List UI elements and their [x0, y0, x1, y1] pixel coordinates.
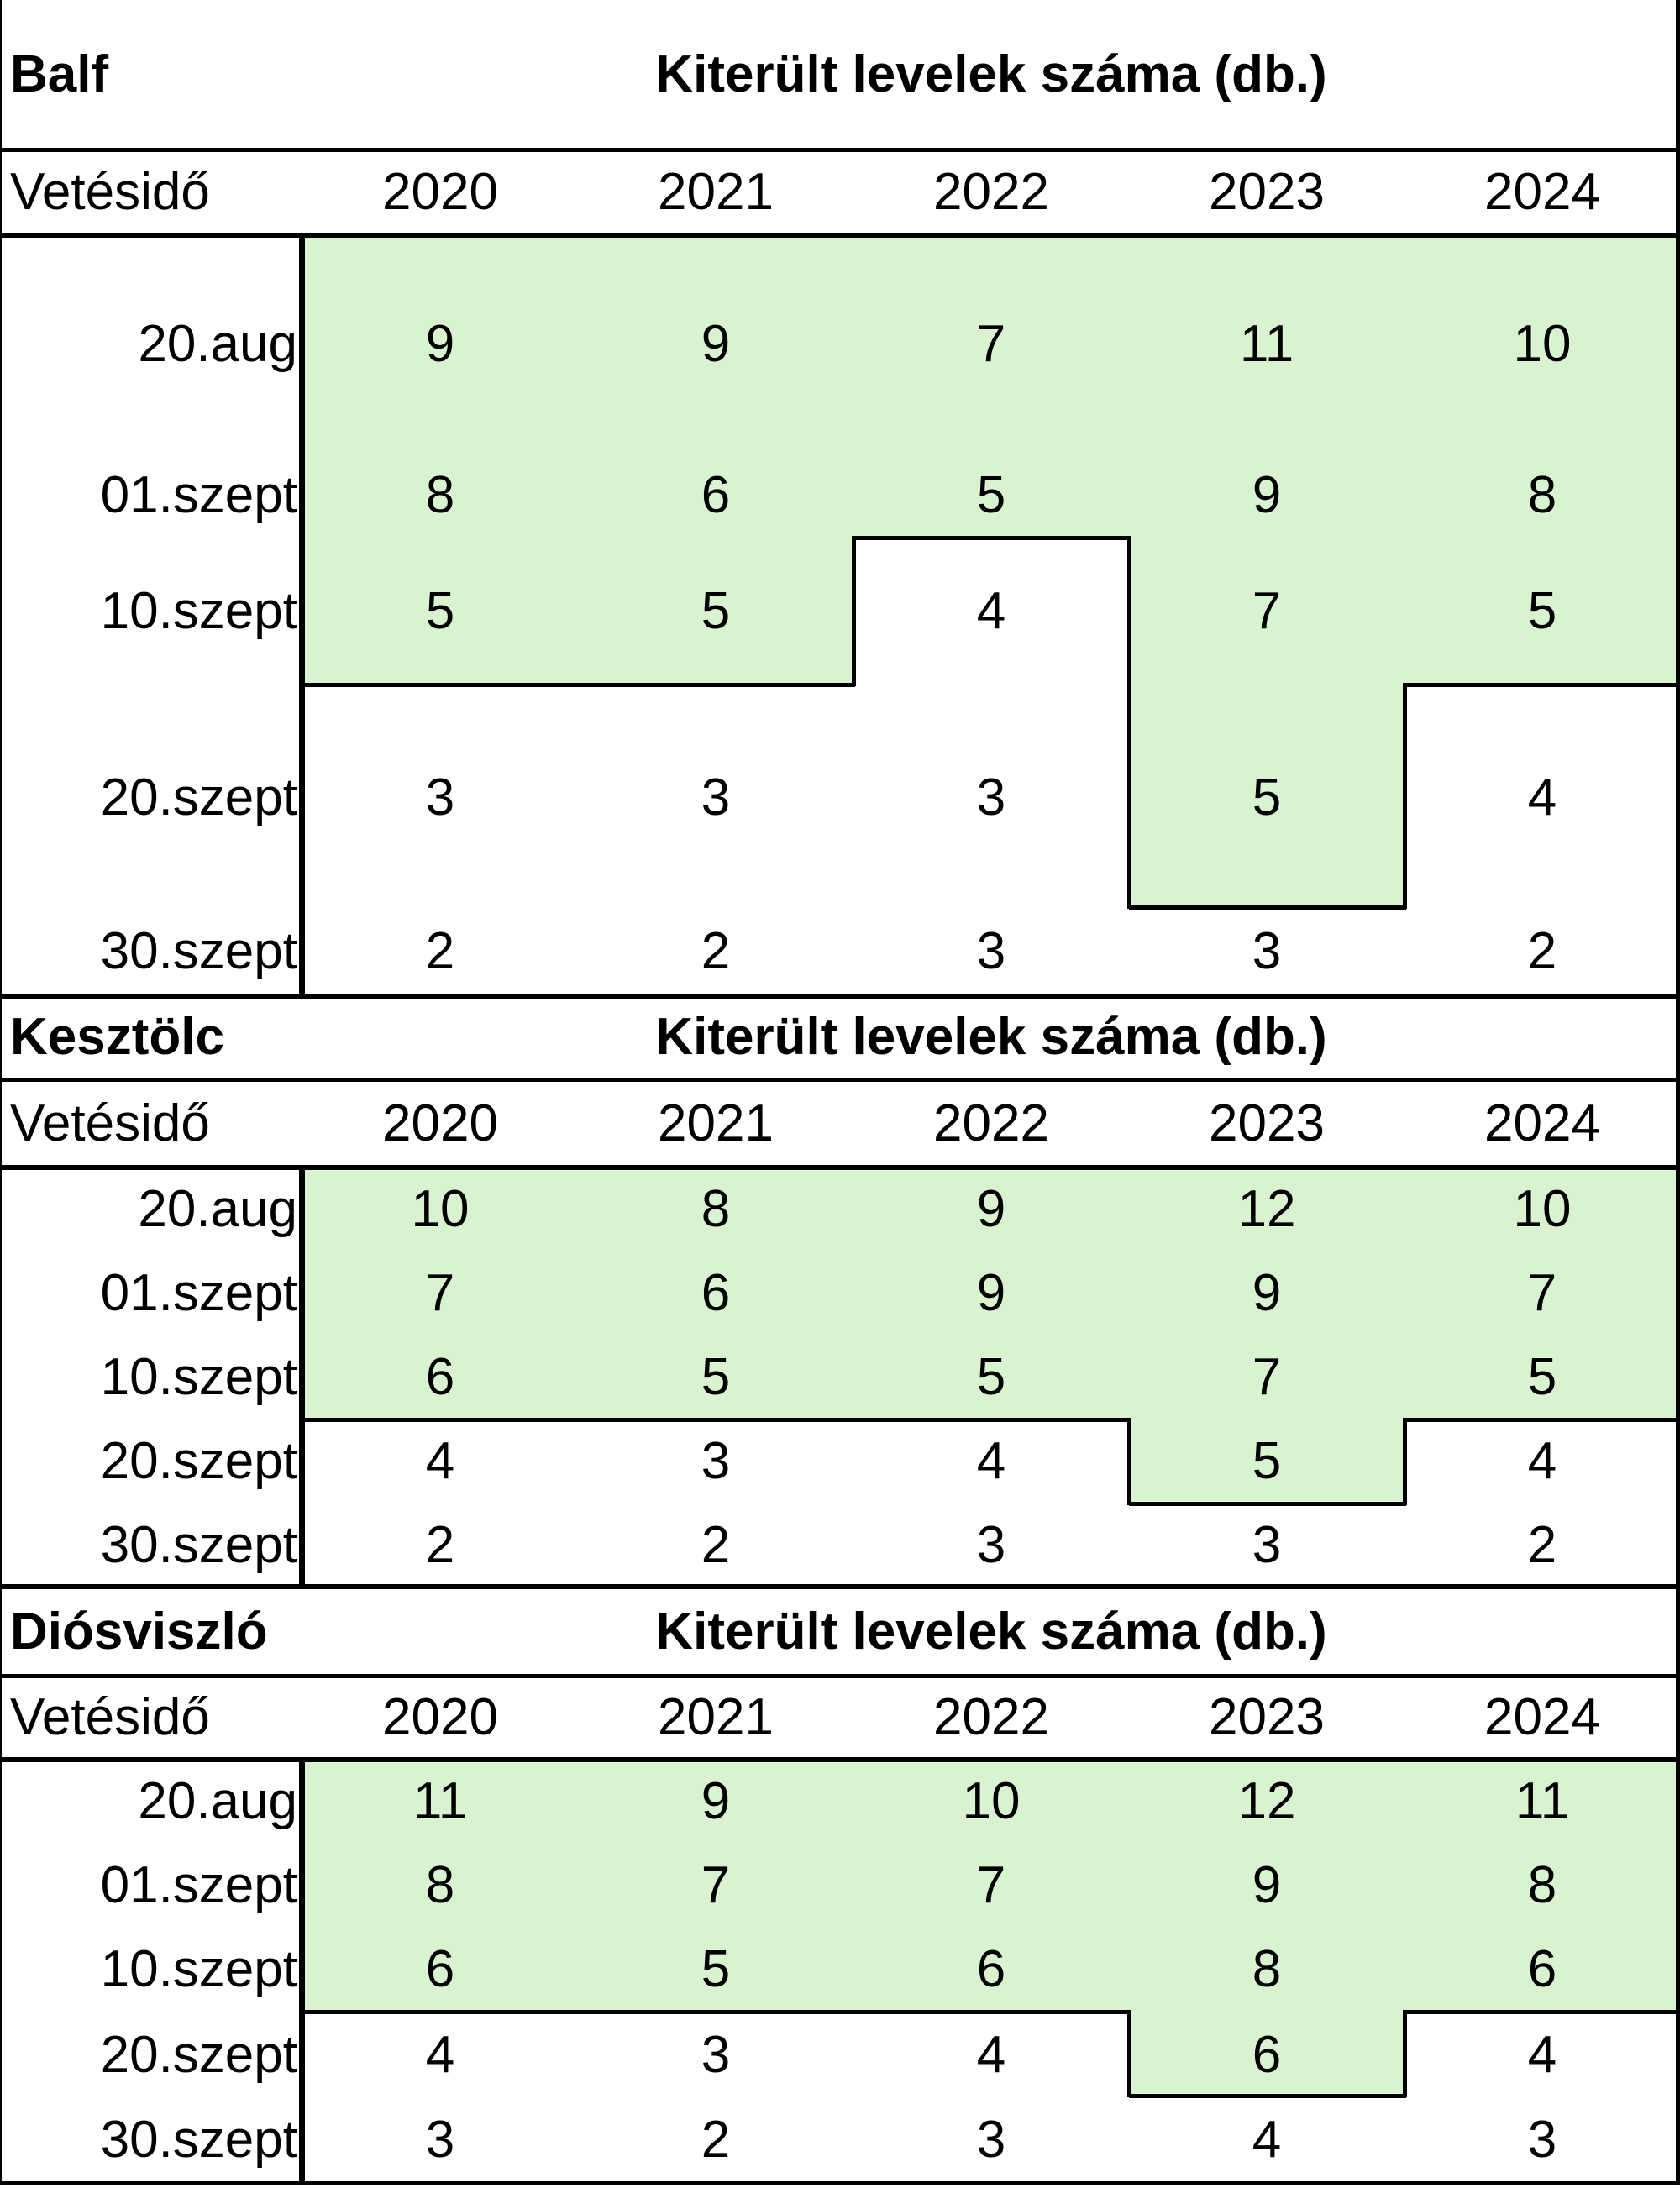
- border-line: [1127, 536, 1131, 909]
- table-cell-value: 2: [701, 2111, 731, 2169]
- border-line: [1403, 683, 1407, 909]
- border-line: [0, 0, 2, 2184]
- location-name: Diósviszló: [10, 1602, 268, 1661]
- border-line: [299, 1167, 305, 1587]
- table-cell-value: 2: [1527, 922, 1557, 980]
- table-cell-value: 7: [701, 1856, 731, 1914]
- year-header: 2023: [1209, 163, 1325, 221]
- table-cell-value: 3: [976, 769, 1006, 826]
- border-line: [0, 1165, 1680, 1170]
- border-line: [578, 2010, 855, 2014]
- border-line: [0, 994, 1680, 999]
- border-line: [1129, 905, 1406, 910]
- section-title: Kiterült levelek száma (db.): [655, 45, 1327, 103]
- sowing-date: 20.aug: [138, 315, 297, 373]
- year-header: 2024: [1484, 1688, 1600, 1746]
- table-cell-value: 3: [1527, 2111, 1557, 2169]
- sowing-date: 01.szept: [100, 1856, 297, 1914]
- table-cell-value: 10: [411, 1180, 470, 1238]
- table-cell-value: 7: [1527, 1264, 1557, 1322]
- border-line: [0, 2181, 1680, 2185]
- sowing-date: 20.szept: [100, 2026, 297, 2084]
- table-cell-value: 4: [1527, 1432, 1557, 1490]
- table-cell-value: 11: [1239, 315, 1294, 373]
- table-cell-value: 6: [425, 1348, 455, 1406]
- table-cell-value: 12: [1237, 1180, 1296, 1238]
- sowing-date: 30.szept: [100, 2111, 297, 2169]
- table-cell-value: 8: [1527, 466, 1557, 524]
- border-line: [853, 2010, 1131, 2014]
- table-cell-value: 8: [1252, 1940, 1282, 1998]
- border-line: [1403, 1418, 1407, 1505]
- year-header: 2023: [1209, 1094, 1325, 1152]
- table-cell-value: 7: [976, 315, 1006, 373]
- table-cell-value: 2: [701, 1516, 731, 1574]
- table-cell-value: 9: [976, 1180, 1006, 1238]
- table-cell-value: 3: [701, 2026, 731, 2084]
- location-name: Balf: [10, 45, 109, 103]
- table-cell-value: 3: [976, 2111, 1006, 2169]
- border-line: [0, 1757, 1680, 1762]
- border-line: [0, 233, 1680, 238]
- table-cell-value: 3: [425, 769, 455, 826]
- table-cell-value: 4: [976, 582, 1006, 640]
- year-header: 2024: [1484, 1094, 1600, 1152]
- sowing-date: 01.szept: [100, 466, 297, 524]
- sowing-date: 30.szept: [100, 922, 297, 980]
- table-cell-value: 7: [425, 1264, 455, 1322]
- row-header-label: Vetésidő: [10, 1094, 210, 1152]
- sowing-date: 10.szept: [100, 1940, 297, 1998]
- table-cell-value: 4: [425, 1432, 455, 1490]
- table-cell-value: 7: [1252, 582, 1282, 640]
- table-cell-value: 5: [976, 1348, 1006, 1406]
- table-cell-value: 4: [425, 2026, 455, 2084]
- year-header: 2022: [933, 1688, 1049, 1746]
- table-cell-value: 3: [976, 1516, 1006, 1574]
- border-line: [1404, 2010, 1680, 2014]
- border-line: [853, 536, 1131, 540]
- year-header: 2022: [933, 163, 1049, 221]
- table-cell-value: 6: [1527, 1940, 1557, 1998]
- border-line: [1129, 1502, 1406, 1506]
- border-line: [1404, 1418, 1680, 1422]
- table-cell-value: 3: [701, 1432, 731, 1490]
- table-cell-value: 9: [976, 1264, 1006, 1322]
- table-cell-value: 3: [701, 769, 731, 826]
- border-line: [0, 148, 1680, 152]
- table-cell-value: 5: [1527, 1348, 1557, 1406]
- table-cell-value: 4: [1527, 769, 1557, 826]
- table-cell-value: 6: [425, 1940, 455, 1998]
- table-cell-value: 8: [425, 1856, 455, 1914]
- border-line: [1129, 2094, 1406, 2098]
- year-header: 2023: [1209, 1688, 1325, 1746]
- table-cell-value: 9: [1252, 1264, 1282, 1322]
- border-line: [302, 683, 580, 687]
- border-line: [1676, 0, 1680, 2184]
- border-line: [1404, 683, 1680, 687]
- border-line: [1127, 1418, 1131, 1505]
- border-line: [302, 2010, 580, 2014]
- border-line: [1127, 2010, 1131, 2097]
- table-cell-value: 5: [701, 582, 731, 640]
- table-cell-value: 5: [425, 582, 455, 640]
- table-cell-value: 8: [701, 1180, 731, 1238]
- border-line: [578, 683, 855, 687]
- table-cell-value: 6: [701, 466, 731, 524]
- table-cell-value: 5: [1252, 1432, 1282, 1490]
- section-title: Kiterült levelek száma (db.): [655, 1008, 1327, 1066]
- table-cell-value: 11: [412, 1772, 468, 1830]
- table-cell-value: 9: [1252, 1856, 1282, 1914]
- sowing-date: 10.szept: [100, 582, 297, 640]
- table-cell-value: 4: [1527, 2026, 1557, 2084]
- table-cell-value: 7: [976, 1856, 1006, 1914]
- table-cell-value: 11: [1515, 1772, 1570, 1830]
- border-line: [302, 1418, 580, 1422]
- row-header-label: Vetésidő: [10, 1688, 210, 1746]
- sowing-date: 20.aug: [138, 1180, 297, 1238]
- table-cell-value: 4: [976, 1432, 1006, 1490]
- sowing-date: 30.szept: [100, 1516, 297, 1574]
- year-header: 2024: [1484, 163, 1600, 221]
- table-cell-value: 2: [425, 1516, 455, 1574]
- sowing-date: 01.szept: [100, 1264, 297, 1322]
- table-cell-value: 12: [1237, 1772, 1296, 1830]
- location-name: Kesztölc: [10, 1008, 224, 1066]
- border-line: [853, 1418, 1131, 1422]
- table-cell-value: 8: [425, 466, 455, 524]
- border-line: [578, 1418, 855, 1422]
- table-cell-value: 9: [1252, 466, 1282, 524]
- year-header: 2020: [382, 1688, 498, 1746]
- table-cell-value: 8: [1527, 1856, 1557, 1914]
- year-header: 2021: [658, 1094, 774, 1152]
- table-cell-value: 7: [1252, 1348, 1282, 1406]
- year-header: 2020: [382, 163, 498, 221]
- border-line: [0, 1674, 1680, 1678]
- table-cell-value: 5: [701, 1940, 731, 1998]
- table-cell-value: 9: [425, 315, 455, 373]
- border-line: [0, 1584, 1680, 1589]
- table-cell-value: 6: [976, 1940, 1006, 1998]
- year-header: 2022: [933, 1094, 1049, 1152]
- table-cell-value: 2: [425, 922, 455, 980]
- table-cell-value: 9: [701, 1772, 731, 1830]
- border-line: [299, 235, 305, 995]
- sowing-date: 20.aug: [138, 1772, 297, 1830]
- table-cell-value: 2: [1527, 1516, 1557, 1574]
- border-line: [299, 1760, 305, 2184]
- table-cell-value: 5: [976, 466, 1006, 524]
- year-header: 2020: [382, 1094, 498, 1152]
- row-header-label: Vetésidő: [10, 163, 210, 221]
- table-cell-value: 5: [1527, 582, 1557, 640]
- sowing-date: 20.szept: [100, 1432, 297, 1490]
- table-cell-value: 3: [425, 2111, 455, 2169]
- table-cell-value: 6: [1252, 2026, 1282, 2084]
- sowing-date: 10.szept: [100, 1348, 297, 1406]
- table-cell-value: 10: [1513, 315, 1572, 373]
- border-line: [1403, 2010, 1407, 2097]
- table-cell-value: 3: [976, 922, 1006, 980]
- table-cell-value: 9: [701, 315, 731, 373]
- table-cell-value: 4: [1252, 2111, 1282, 2169]
- table-cell-value: 10: [962, 1772, 1021, 1830]
- table-cell-value: 3: [1252, 1516, 1282, 1574]
- border-line: [852, 536, 856, 686]
- table-cell-value: 5: [1252, 769, 1282, 826]
- table-cell-value: 2: [701, 922, 731, 980]
- table-cell-value: 5: [701, 1348, 731, 1406]
- border-line: [0, 1078, 1680, 1082]
- year-header: 2021: [658, 1688, 774, 1746]
- section-title: Kiterült levelek száma (db.): [655, 1602, 1327, 1661]
- table-cell-value: 6: [701, 1264, 731, 1322]
- table-cell-value: 10: [1513, 1180, 1572, 1238]
- table-cell-value: 3: [1252, 922, 1282, 980]
- year-header: 2021: [658, 163, 774, 221]
- sowing-date: 20.szept: [100, 769, 297, 826]
- table-cell-value: 4: [976, 2026, 1006, 2084]
